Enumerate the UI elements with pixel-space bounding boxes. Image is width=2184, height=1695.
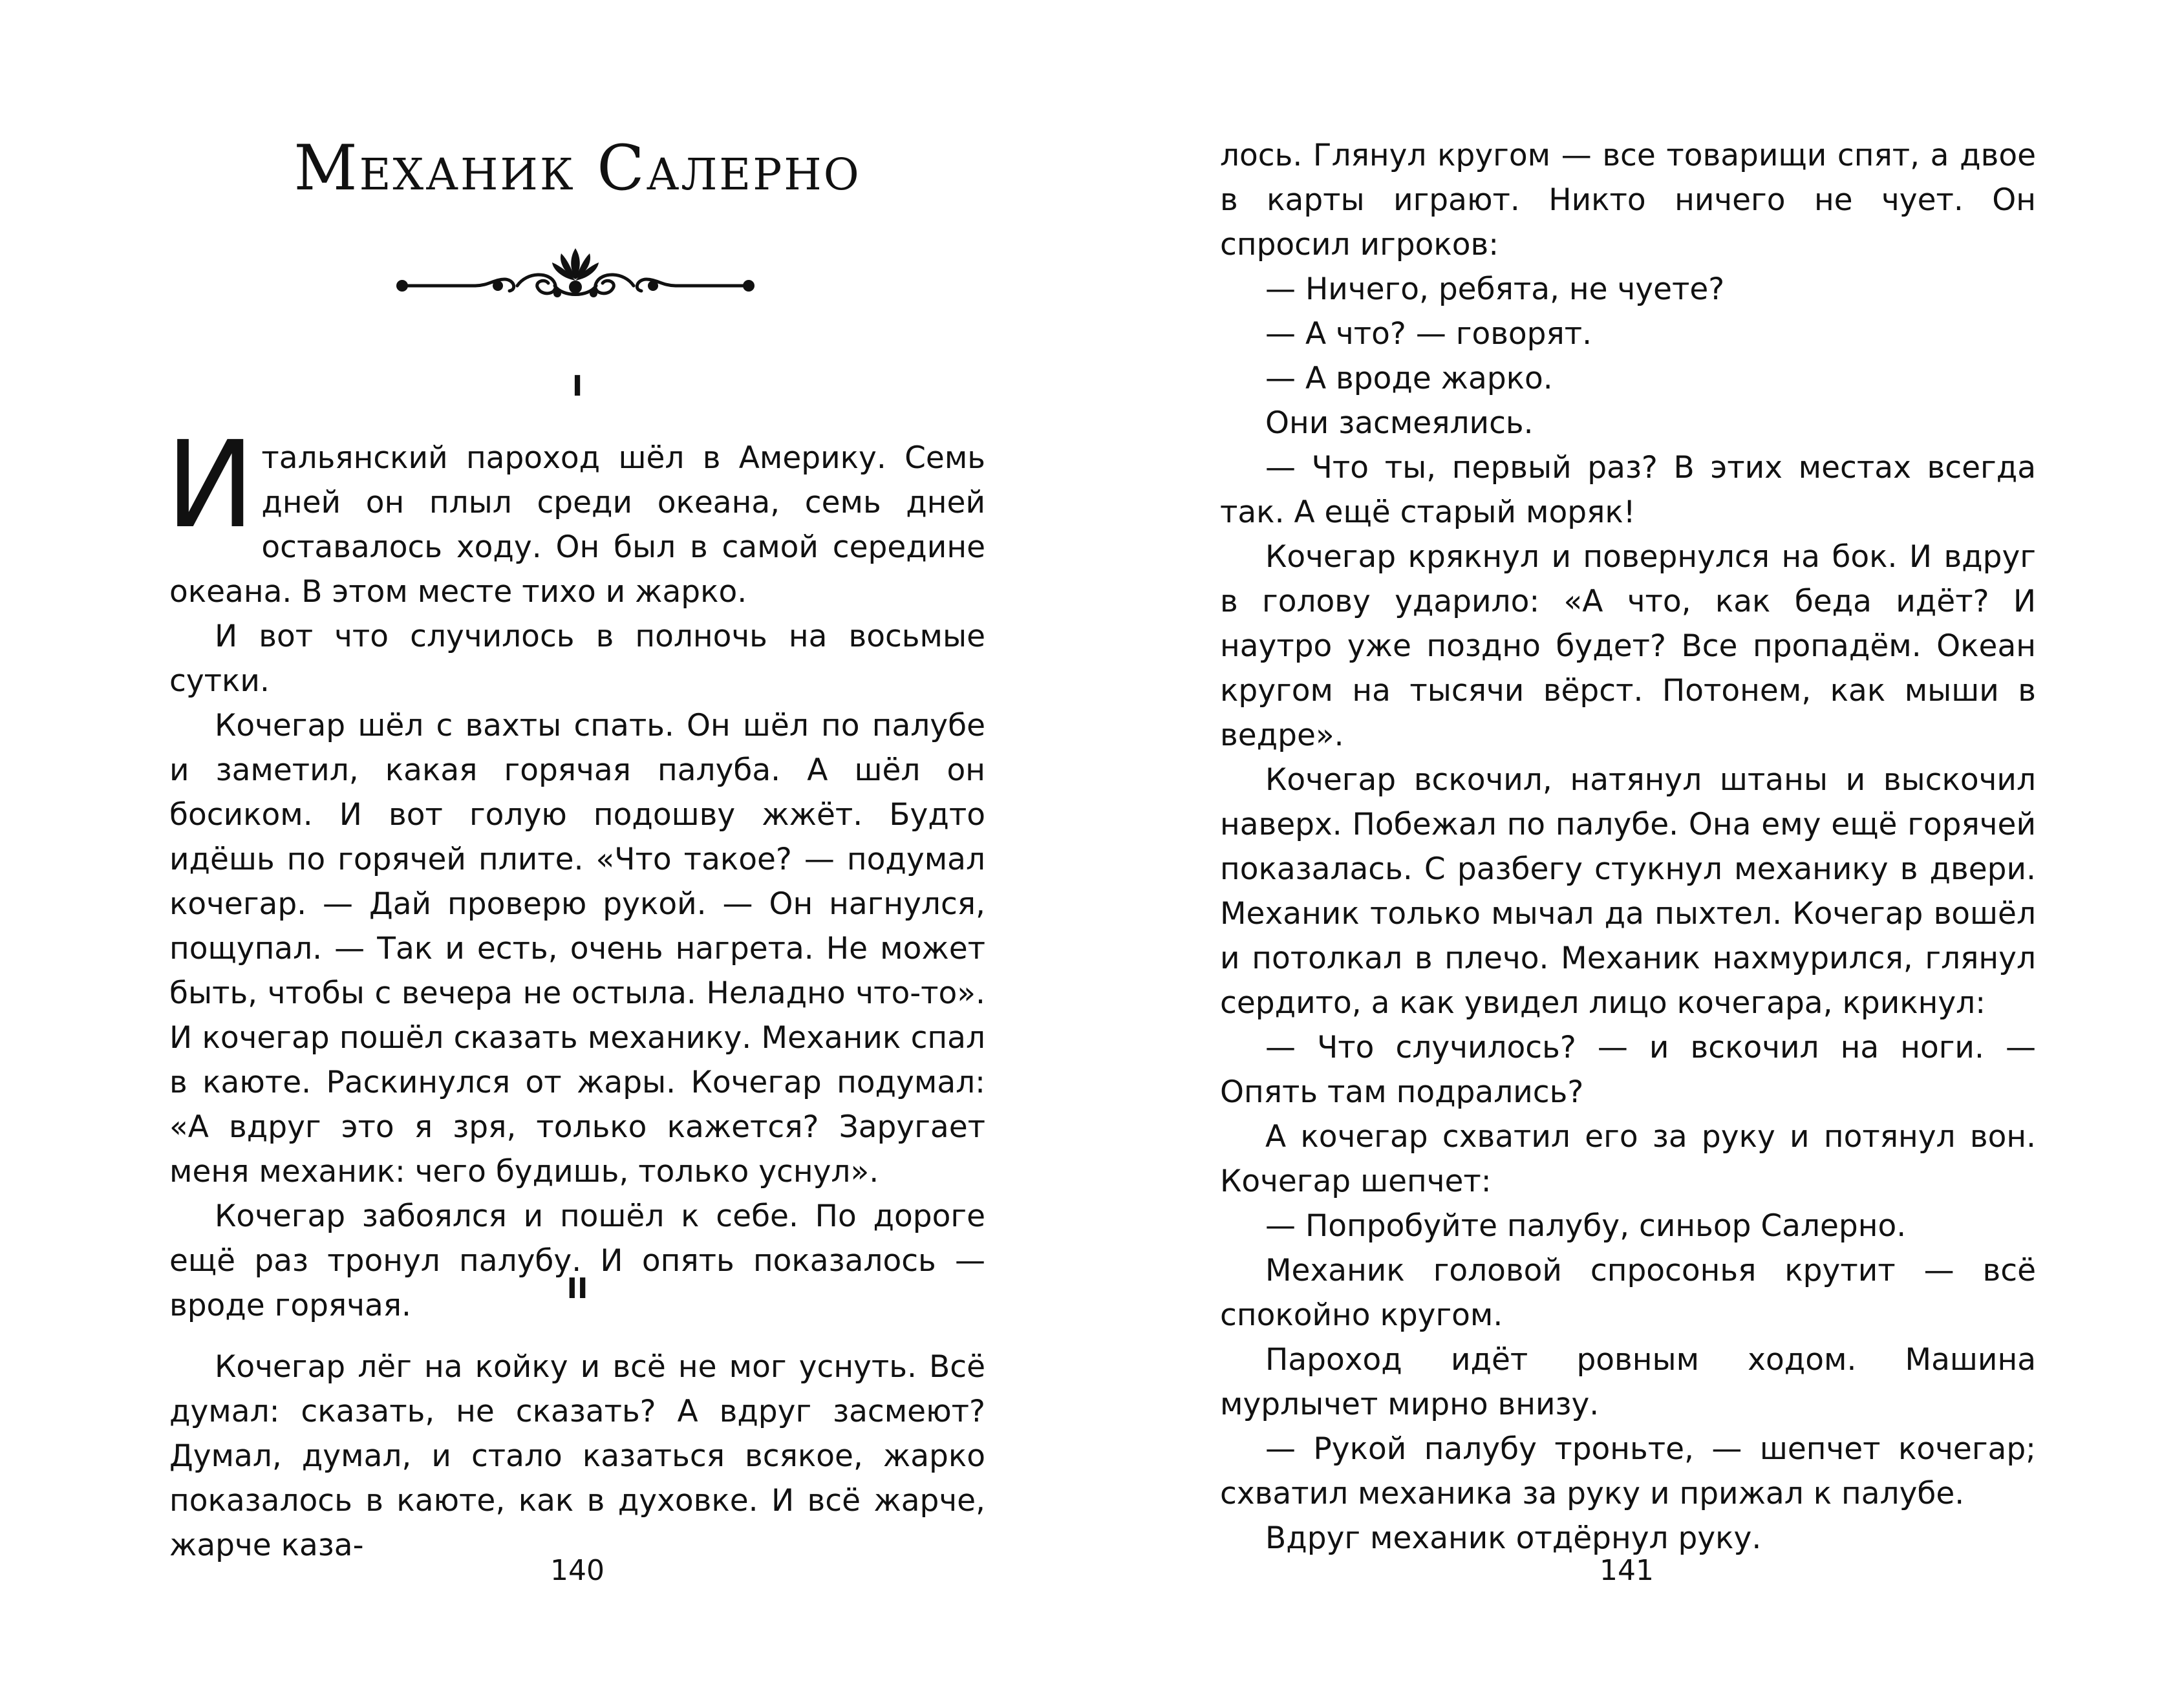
paragraph: Они засмеялись. [1265, 405, 1534, 441]
section-1-text [166, 415, 985, 1328]
paragraph: — Ничего, ребята, не чуете? [1265, 272, 1725, 307]
paragraph: лось. Глянул кругом — все товарищи спят, а двое в карты играют. Никто ничего не чует. Он спросил игроков: [1220, 138, 2036, 262]
paragraph: — А вроде жарко. [1265, 361, 1553, 396]
section-2-text [169, 1345, 985, 1568]
paragraph: Вдруг механик отдёрнул руку. [1265, 1520, 1762, 1556]
page-number: 140 [550, 1554, 605, 1587]
ornament-flourish-icon [388, 239, 763, 317]
paragraph: Кочегар крякнул и повернулся на бок. И вдруг в голову ударило: «А что, как беда идёт? И наутро уже поздно будет? Все пропадём. Океан кругом на тысячи вёрст. Потонем, как мыши в ведре». [1220, 539, 2036, 753]
paragraph: Кочегар вскочил, натянул штаны и выскочил наверх. Побежал по палубе. Она ему ещё горячей показалась. С разбегу стукнул механику в двери. Механик только мычал да пыхтел. Кочегар вошёл и потолкал в плечо. Механик нахмурился, глянул сердито, а как увидел лицо кочегара, крикнул: [1220, 762, 2036, 1021]
paragraph: И вот что случилось в полночь на восьмые сутки. [169, 619, 985, 699]
paragraph-text: тальянский пароход шёл в Америку. Семь дней он плыл среди океана, семь дней оставалось ходу. Он был в самой середине океана. В этом месте тихо и жарко. [169, 440, 985, 610]
paragraph: Пароход идёт ровным ходом. Машина мурлычет мирно внизу. [1220, 1342, 2036, 1422]
paragraph: А кочегар схватил его за руку и потянул вон. Кочегар шепчет: [1220, 1119, 2036, 1199]
paragraph: Кочегар забоялся и пошёл к себе. По дороге ещё раз тронул палубу. И опять показалось — вроде горячая. [169, 1199, 985, 1323]
right-page [1092, 0, 2184, 1695]
paragraph: — Что случилось? — и вскочил на ноги. — Опять там подрались? [1220, 1030, 2036, 1110]
paragraph: — А что? — говорят. [1265, 316, 1592, 352]
right-page-text [1220, 133, 2036, 1561]
section-heading-1: I [572, 370, 583, 403]
paragraph: Механик головой спросонья крутит — всё спокойно кругом. [1220, 1253, 2036, 1333]
paragraph: — Попробуйте палубу, синьор Салерно. [1265, 1208, 1907, 1244]
paragraph: — Рукой палубу троньте, — шепчет кочегар; схватил механика за руку и прижал к палубе. [1220, 1431, 2036, 1511]
paragraph: Кочегар шёл с вахты спать. Он шёл по палубе и заметил, какая горячая палуба. А шёл он босиком. И вот голую подошву жжёт. Будто идёшь по горячей плите. «Что такое? — подумал кочегар. — Дай проверю рукой. — Он нагнулся, пощупал. — Так и есть, очень нагрета. Не может быть, чтобы с вечера не остыла. Неладно что-то». И кочегар пошёл сказать механику. Механик спал в каюте. Раскинулся от жары. Кочегар подумал: «А вдруг это я зря, только кажется? Заругает меня механик: чего будишь, только уснул». [169, 708, 985, 1189]
drop-cap: И [166, 415, 255, 555]
paragraph: — Что ты, первый раз? В этих местах всегда так. А ещё старый моряк! [1220, 450, 2036, 530]
paragraph-first [166, 415, 985, 614]
chapter-title: Механик Салерно [294, 132, 861, 204]
page-number: 141 [1600, 1554, 1654, 1587]
paragraph: Кочегар лёг на койку и всё не мог уснуть. Всё думал: сказать, не сказать? А вдруг засмеют? Думал, думал, и стало казаться всякое, жарко показалось в каюте, как в духовке. И всё жарче, жарче каза- [169, 1349, 985, 1563]
section-heading-2: II [566, 1272, 588, 1305]
